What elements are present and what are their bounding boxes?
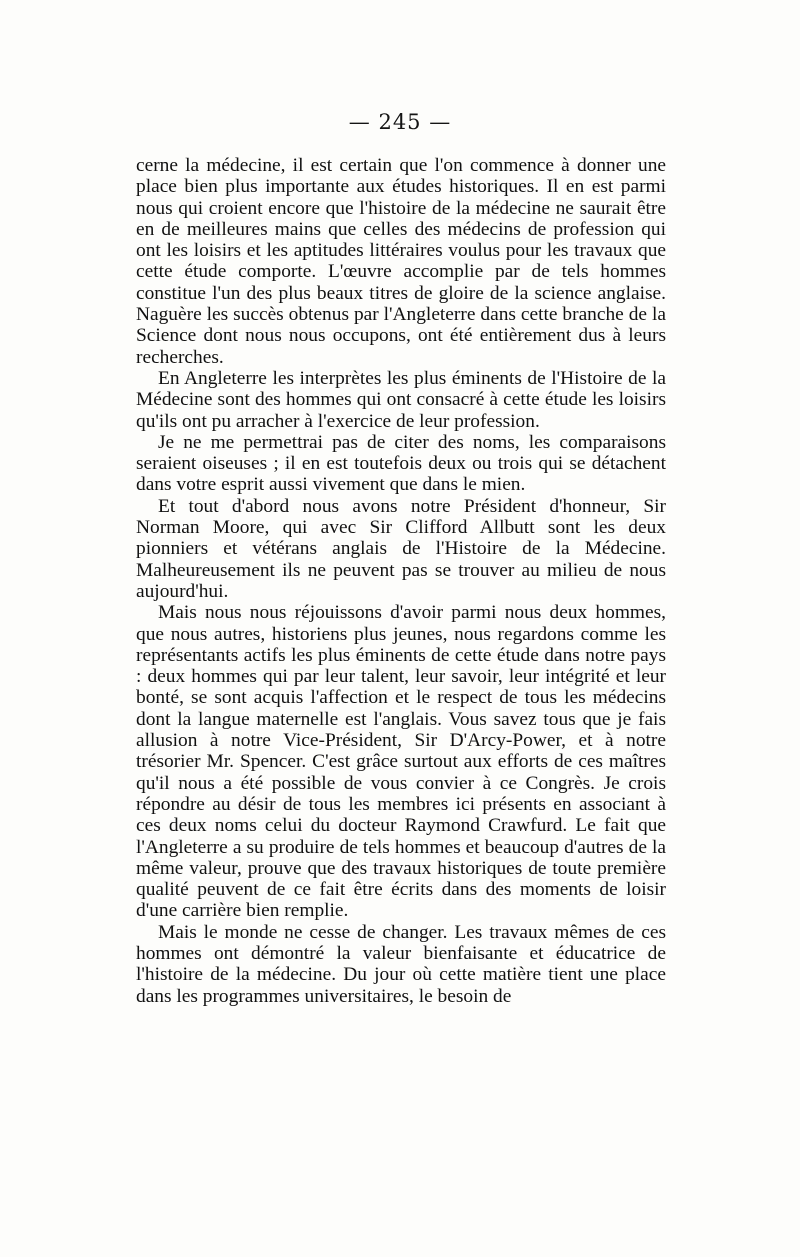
page-number: — 245 — <box>348 110 452 134</box>
paragraph-5: Mais nous nous réjouissons d'avoir parmi nous deux hommes, que nous autres, historiens plus jeunes, nous regardons comme les représentants actifs les plus éminents de cette étude dans notre pays : deux hommes qui par leur talent, leur savoir, leur intégrité et leur bonté, se sont acquis l'affection et le respect de tous les médecins dont la langue maternelle est l'anglais. Vous savez tous que je fais allusion à notre Vice-Président, Sir D'Arcy-Power, et à notre trésorier Mr. Spencer. C'est grâce surtout aux efforts de ces maîtres qu'il nous a été possible de vous convier à ce Congrès. Je crois répondre au désir de tous les membres ici présents en associant à ces deux noms celui du docteur Raymond Crawfurd. Le fait que l'Angleterre a su produire de tels hommes et beaucoup d'autres de la même valeur, prouve que des travaux historiques de toute première qualité peuvent de ce fait être écrits dans des moments de loisir d'une carrière bien remplie. <box>136 602 666 922</box>
paragraph-2: En Angleterre les interprètes les plus éminents de l'Histoire de la Médecine sont des hommes qui ont consacré à cette étude les loisirs qu'ils ont pu arracher à l'exercice de leur profession. <box>136 367 666 432</box>
paragraph-1: cerne la médecine, il est certain que l'on commence à donner une place bien plus importante aux études historiques. Il en est parmi nous qui croient encore que l'histoire de la médecine ne saurait être en de meilleures mains que celles des médecins de profession qui ont les loisirs et les aptitudes littéraires voulus pour les travaux que cette étude comporte. L'œuvre accomplie par de tels hommes constitue l'un des plus beaux titres de gloire de la science anglaise. Naguère les succès obtenus par l'Angleterre dans cette branche de la Science dont nous nous occupons, ont été entièrement dus à leurs recherches. <box>136 155 666 368</box>
paragraph-3: Je ne me permettrai pas de citer des noms, les comparaisons seraient oiseuses ; il en est toutefois deux ou trois qui se détachent dans votre esprit aussi vivement que dans le mien. <box>136 431 666 496</box>
paragraph-6: Mais le monde ne cesse de changer. Les travaux mêmes de ces hommes ont démontré la valeur bienfaisante et éducatrice de l'histoire de la médecine. Du jour où cette matière tient une place dans les programmes universitaires, le besoin de <box>136 921 666 1007</box>
paragraph-4: Et tout d'abord nous avons notre Président d'honneur, Sir Norman Moore, qui avec Sir Clifford Allbutt sont les deux pionniers et vétérans anglais de l'Histoire de la Médecine. Malheureusement ils ne peuvent pas se trouver au milieu de nous aujourd'hui. <box>136 495 666 602</box>
body-text <box>136 155 666 1007</box>
